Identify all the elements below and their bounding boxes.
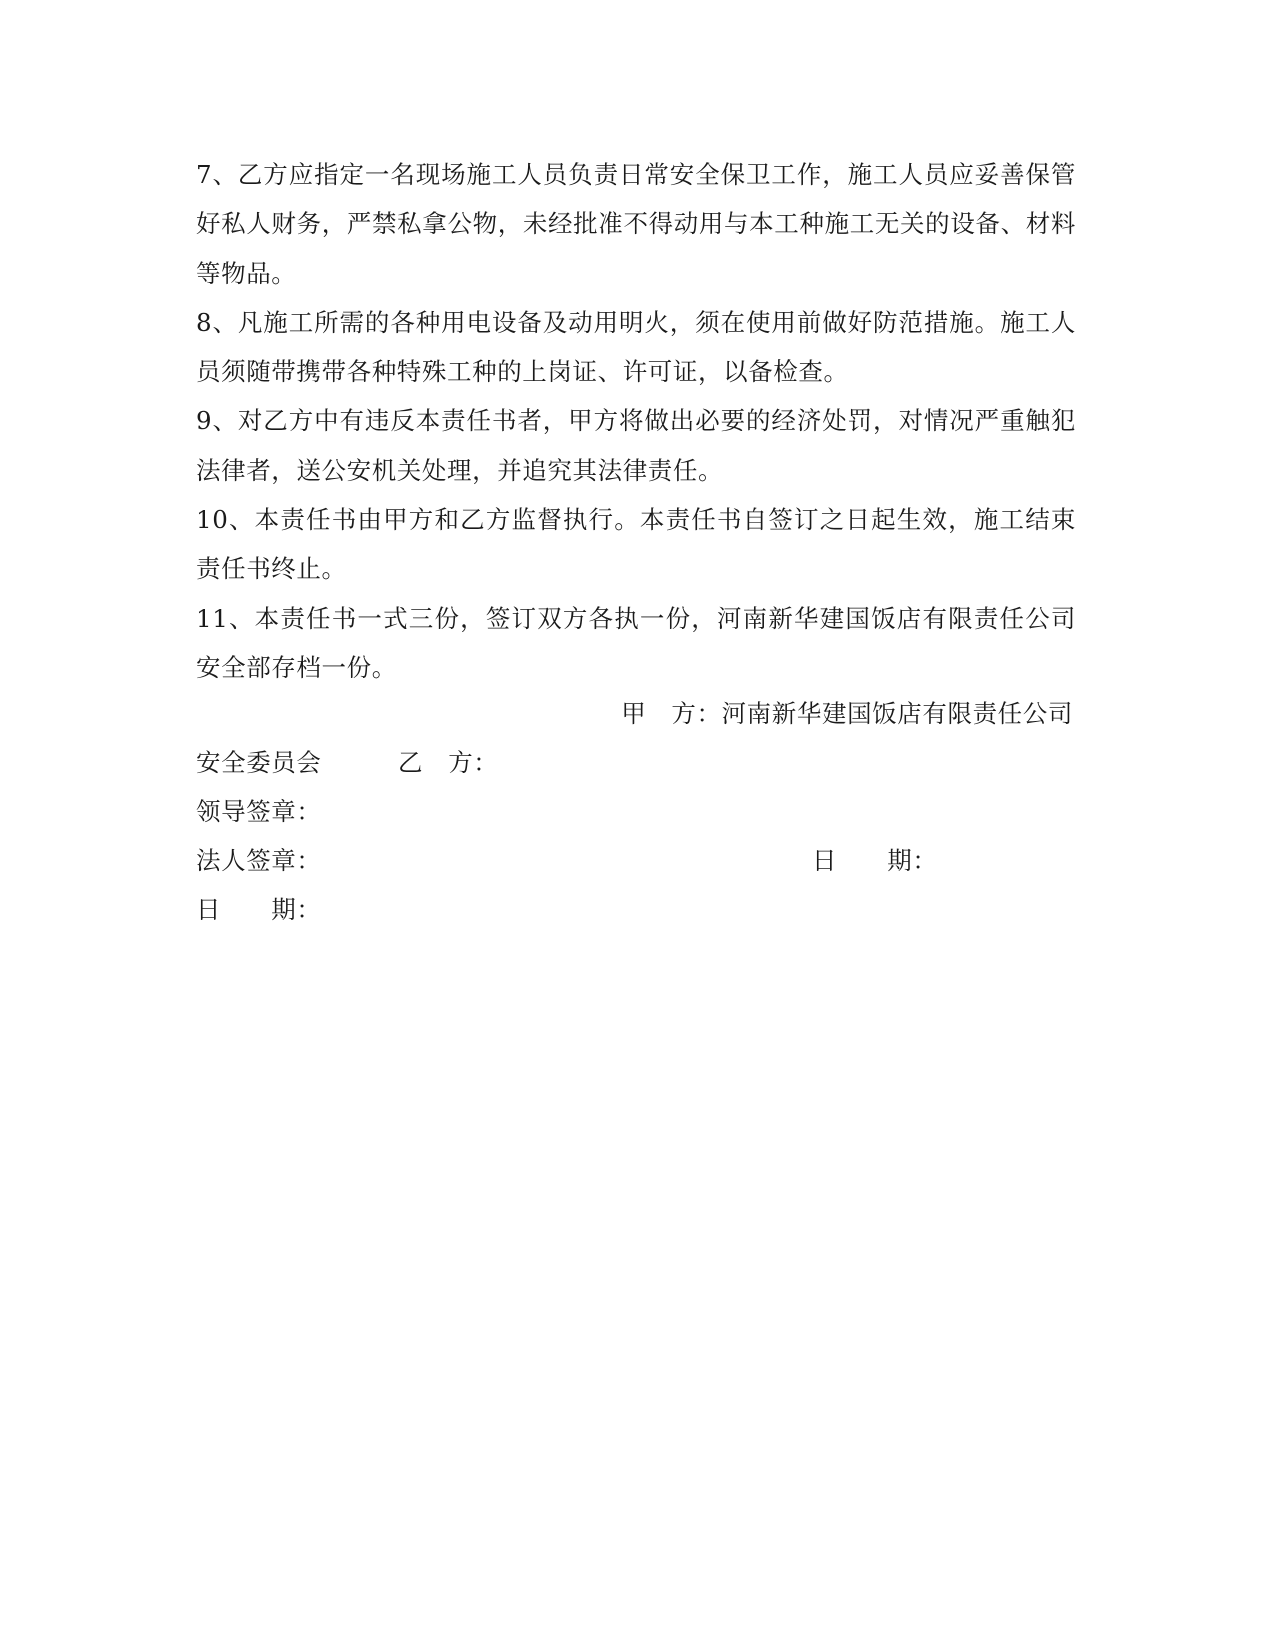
committee-label: 安全委员会 (196, 748, 322, 777)
clause-7: 7、乙方应指定一名现场施工人员负责日常安全保卫工作，施工人员应妥善保管好私人财务，严禁私拿公物，未经批准不得动用与本工种施工无关的设备、材料等物品。 (196, 160, 1076, 288)
party-b-date-label: 日 期： (812, 846, 938, 875)
leader-seal-label: 领导签章： (196, 797, 322, 826)
clause-10: 10、本责任书由甲方和乙方监督执行。本责任书自签订之日起生效，施工结束责任书终止。 (196, 505, 1076, 584)
party-a-signature: 甲 方：河南新华建国饭店有限责任公司 (621, 699, 1073, 728)
legal-seal-label: 法人签章： (196, 846, 322, 875)
clause-9: 9、对乙方中有违反本责任书者，甲方将做出必要的经济处罚，对情况严重触犯法律者，送公安机关处理，并追究其法律责任。 (196, 406, 1076, 485)
clause-11: 11、本责任书一式三份，签订双方各执一份，河南新华建国饭店有限责任公司安全部存档一份。 (196, 603, 1076, 682)
clause-8: 8、凡施工所需的各种用电设备及动用明火，须在使用前做好防范措施。施工人员须随带携带各种特殊工种的上岗证、许可证，以备检查。 (196, 307, 1076, 387)
party-a-date-label: 日 期： (196, 895, 322, 924)
clauses-section (196, 150, 1076, 692)
party-b-signature: 乙 方： (398, 748, 499, 777)
